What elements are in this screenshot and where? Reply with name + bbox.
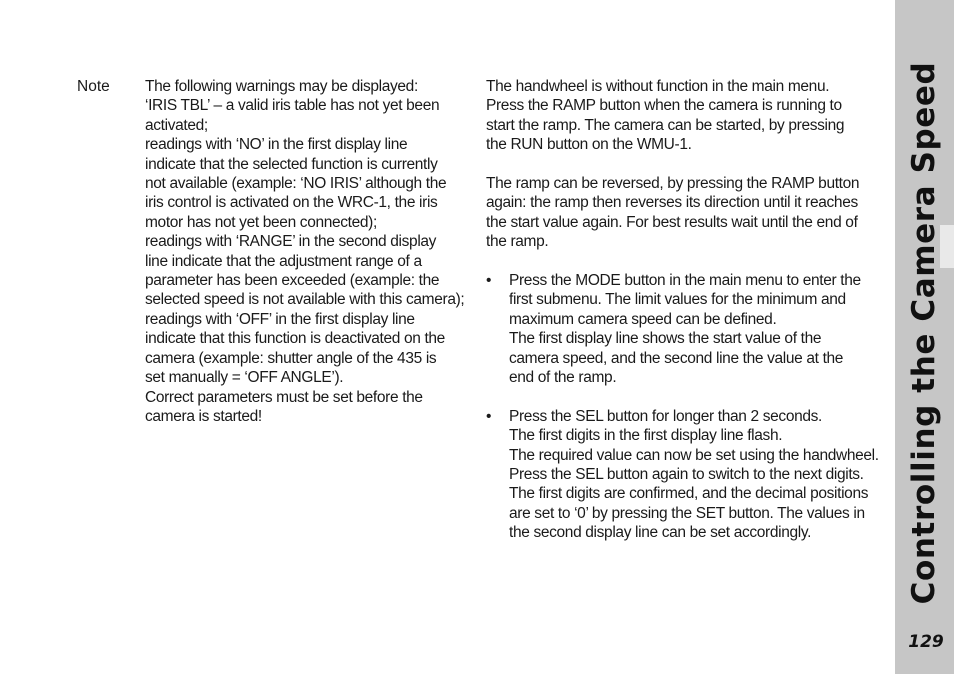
bullet-line: The required value can now be set using the handwheel.	[509, 446, 879, 464]
note-line: selected speed is not available with this camera);	[145, 291, 465, 309]
paragraph-line: again: the ramp then reverses its direction until it reaches	[486, 194, 858, 212]
paragraph-line: the RUN button on the WMU-1.	[486, 136, 692, 154]
bullet-point: •	[486, 272, 492, 290]
note-line: readings with ‘NO’ in the first display line	[145, 136, 408, 154]
chapter-title: Controlling the Camera Speed	[906, 61, 942, 605]
bullet-line: The first display line shows the start value of the	[509, 330, 822, 348]
note-line: readings with ‘OFF’ in the first display line	[145, 310, 415, 328]
paragraph-line: the ramp.	[486, 233, 549, 251]
page-number: 129	[908, 632, 944, 652]
note-line: camera (example: shutter angle of the 435 is	[145, 349, 437, 367]
paragraph-spacer	[486, 252, 878, 271]
note-line: indicate that this function is deactivated on the	[145, 330, 445, 348]
sel-button-bullet	[486, 407, 878, 543]
instructions-column	[486, 77, 878, 543]
paragraph-line: start the ramp. The camera can be started, by pressing	[486, 116, 845, 134]
paragraph-line: The handwheel is without function in the main menu.	[486, 78, 830, 95]
paragraph-spacer	[486, 387, 878, 406]
bullet-line: Press the SEL button for longer than 2 seconds.	[509, 407, 822, 425]
note-line: ‘IRIS TBL’ – a valid iris table has not yet been	[145, 97, 440, 115]
bullet-line: maximum camera speed can be defined.	[509, 310, 777, 328]
bullet-line: The first digits are confirmed, and the decimal positions	[509, 485, 869, 503]
note-line: not available (example: ‘NO IRIS’ although the	[145, 175, 447, 193]
bullet-line: first submenu. The limit values for the minimum and	[509, 291, 846, 309]
note-line: The following warnings may be displayed:	[145, 78, 418, 95]
paragraph-spacer	[486, 155, 878, 174]
mode-button-bullet	[486, 271, 878, 387]
note-line: line indicate that the adjustment range of a	[145, 252, 422, 270]
note-line: motor has not yet been connected);	[145, 213, 377, 231]
note-line: iris control is activated on the WRC-1, the iris	[145, 194, 438, 212]
note-line: Correct parameters must be set before the	[145, 388, 423, 406]
note-line: indicate that the selected function is currently	[145, 155, 438, 173]
bullet-line: the second display line can be set accordingly.	[509, 524, 812, 542]
paragraph-line: The ramp can be reversed, by pressing the RAMP button	[486, 175, 860, 193]
bullet-line: Press the SEL button again to switch to the next digits.	[509, 466, 864, 484]
note-line: parameter has been exceeded (example: the	[145, 272, 440, 290]
paragraph-line: the start value again. For best results wait until the end of	[486, 213, 858, 231]
handwheel-paragraph	[486, 77, 878, 155]
note-text-column	[145, 77, 475, 426]
bullet-line: end of the ramp.	[509, 369, 617, 387]
note-line: readings with ‘RANGE’ in the second display	[145, 233, 437, 251]
paragraph-line: Press the RAMP button when the camera is running to	[486, 97, 842, 115]
bullet-line: camera speed, and the second line the value at the	[509, 349, 844, 367]
bullet-point: •	[486, 407, 492, 425]
note-line: activated;	[145, 116, 208, 134]
ramp-reverse-paragraph	[486, 174, 878, 252]
chapter-tab-marker	[940, 225, 954, 268]
note-line: camera is started!	[145, 407, 262, 425]
note-label: Note	[77, 78, 110, 95]
bullet-line: The first digits in the first display line flash.	[509, 427, 783, 445]
bullet-line: Press the MODE button in the main menu to enter the	[509, 272, 861, 290]
bullet-line: are set to ‘0’ by pressing the SET button. The values in	[509, 504, 865, 522]
note-line: set manually = ‘OFF ANGLE’).	[145, 369, 344, 387]
